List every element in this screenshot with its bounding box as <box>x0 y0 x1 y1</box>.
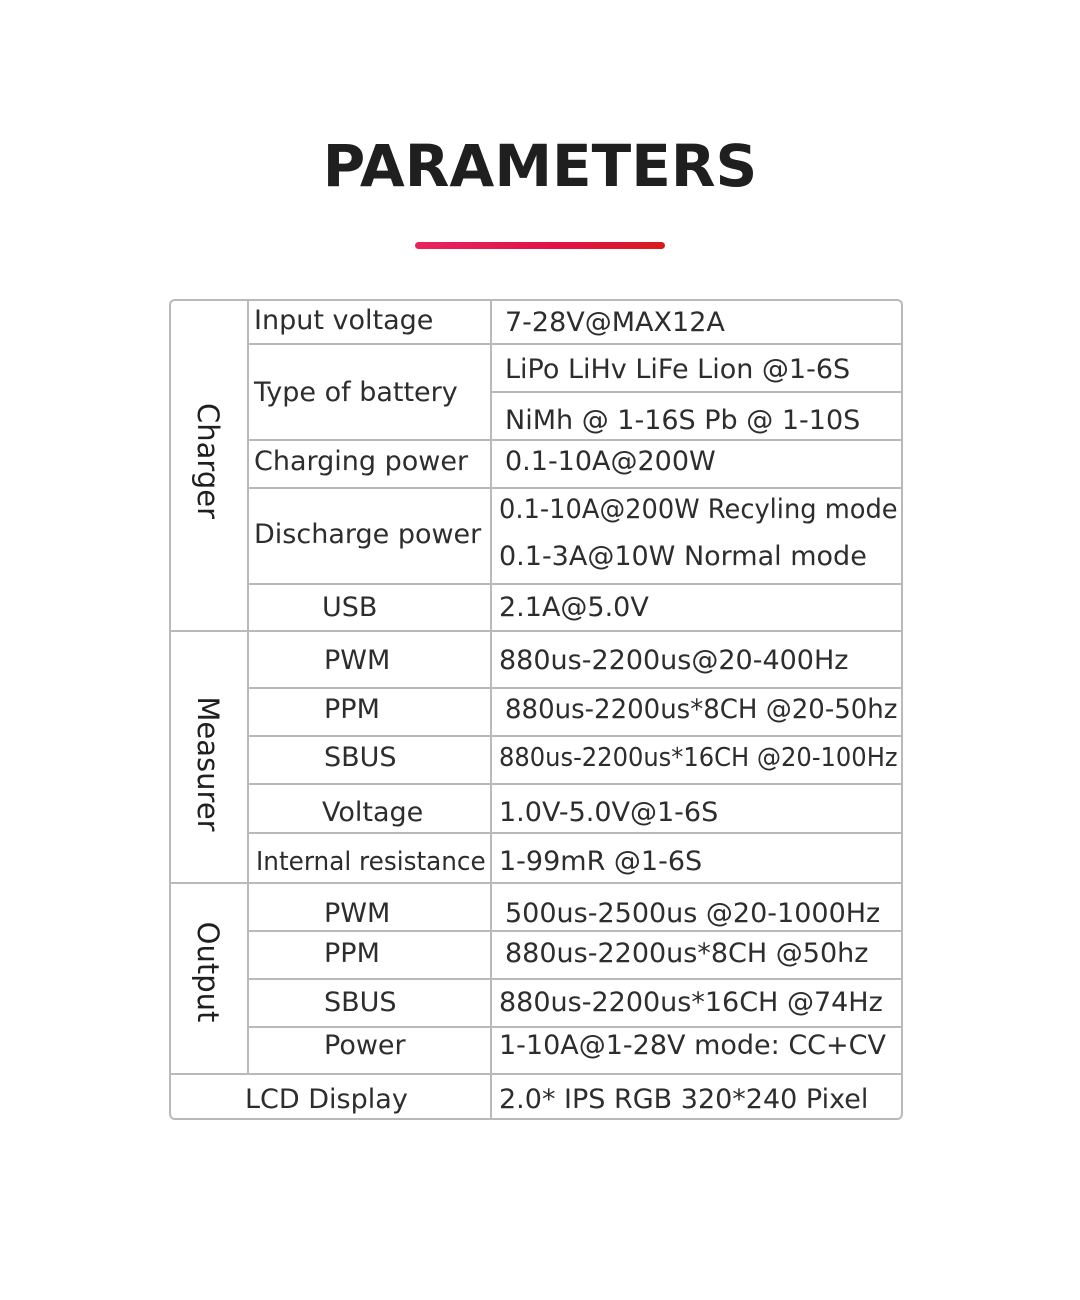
value-discharge-power-2: 0.1-3A@10W Normal mode <box>499 541 867 572</box>
value-internal-resistance: 1-99mR @1-6S <box>499 846 703 877</box>
param-measurer-sbus: SBUS <box>324 742 397 773</box>
param-input-voltage: Input voltage <box>254 305 434 336</box>
value-battery-type-2: NiMh @ 1-16S Pb @ 1-10S <box>505 405 861 436</box>
grid-line <box>248 783 902 785</box>
section-label-output: Output <box>191 921 225 1023</box>
param-battery-type: Type of battery <box>254 377 458 408</box>
value-measurer-pwm: 880us-2200us@20-400Hz <box>499 645 849 676</box>
value-battery-type-1: LiPo LiHv LiFe Lion @1-6S <box>505 354 851 385</box>
page-title: PARAMETERS <box>322 132 758 200</box>
value-charging-power: 0.1-10A@200W <box>505 446 716 477</box>
value-output-sbus: 880us-2200us*16CH @74Hz <box>499 987 883 1018</box>
param-usb: USB <box>322 592 378 623</box>
grid-line <box>248 687 902 689</box>
param-discharge-power: Discharge power <box>254 519 482 550</box>
value-measurer-voltage: 1.0V-5.0V@1-6S <box>499 797 719 828</box>
grid-line <box>248 343 902 345</box>
value-lcd-display: 2.0* IPS RGB 320*240 Pixel <box>499 1084 869 1115</box>
grid-line <box>170 630 902 632</box>
grid-line <box>248 735 902 737</box>
value-input-voltage: 7-28V@MAX12A <box>505 307 725 338</box>
section-label-measurer: Measurer <box>191 696 225 832</box>
param-measurer-voltage: Voltage <box>322 797 424 828</box>
grid-line <box>248 487 902 489</box>
param-output-ppm: PPM <box>324 938 380 969</box>
grid-line <box>248 1026 902 1028</box>
grid-line <box>490 300 492 1119</box>
grid-line <box>248 978 902 980</box>
param-output-pwm: PWM <box>324 898 391 929</box>
value-discharge-power-1: 0.1-10A@200W Recyling mode <box>499 494 898 525</box>
param-internal-resistance: Internal resistance <box>256 847 486 877</box>
value-output-power: 1-10A@1-28V mode: CC+CV <box>499 1030 886 1061</box>
grid-line <box>248 832 902 834</box>
grid-line <box>491 391 902 393</box>
param-measurer-ppm: PPM <box>324 694 380 725</box>
grid-line <box>170 882 902 884</box>
param-lcd-display: LCD Display <box>245 1084 408 1115</box>
title-underline <box>415 242 665 249</box>
param-output-power: Power <box>324 1030 406 1061</box>
param-output-sbus: SBUS <box>324 987 397 1018</box>
value-output-pwm: 500us-2500us @20-1000Hz <box>505 898 881 929</box>
value-measurer-ppm: 880us-2200us*8CH @20-50hz <box>505 694 898 725</box>
param-charging-power: Charging power <box>254 446 469 477</box>
grid-line <box>248 583 902 585</box>
grid-line <box>248 439 902 441</box>
section-label-charger: Charger <box>191 403 225 519</box>
param-measurer-pwm: PWM <box>324 645 391 676</box>
grid-line <box>170 1073 902 1075</box>
value-usb: 2.1A@5.0V <box>499 592 649 623</box>
value-output-ppm: 880us-2200us*8CH @50hz <box>505 938 869 969</box>
value-measurer-sbus: 880us-2200us*16CH @20-100Hz <box>499 743 898 773</box>
